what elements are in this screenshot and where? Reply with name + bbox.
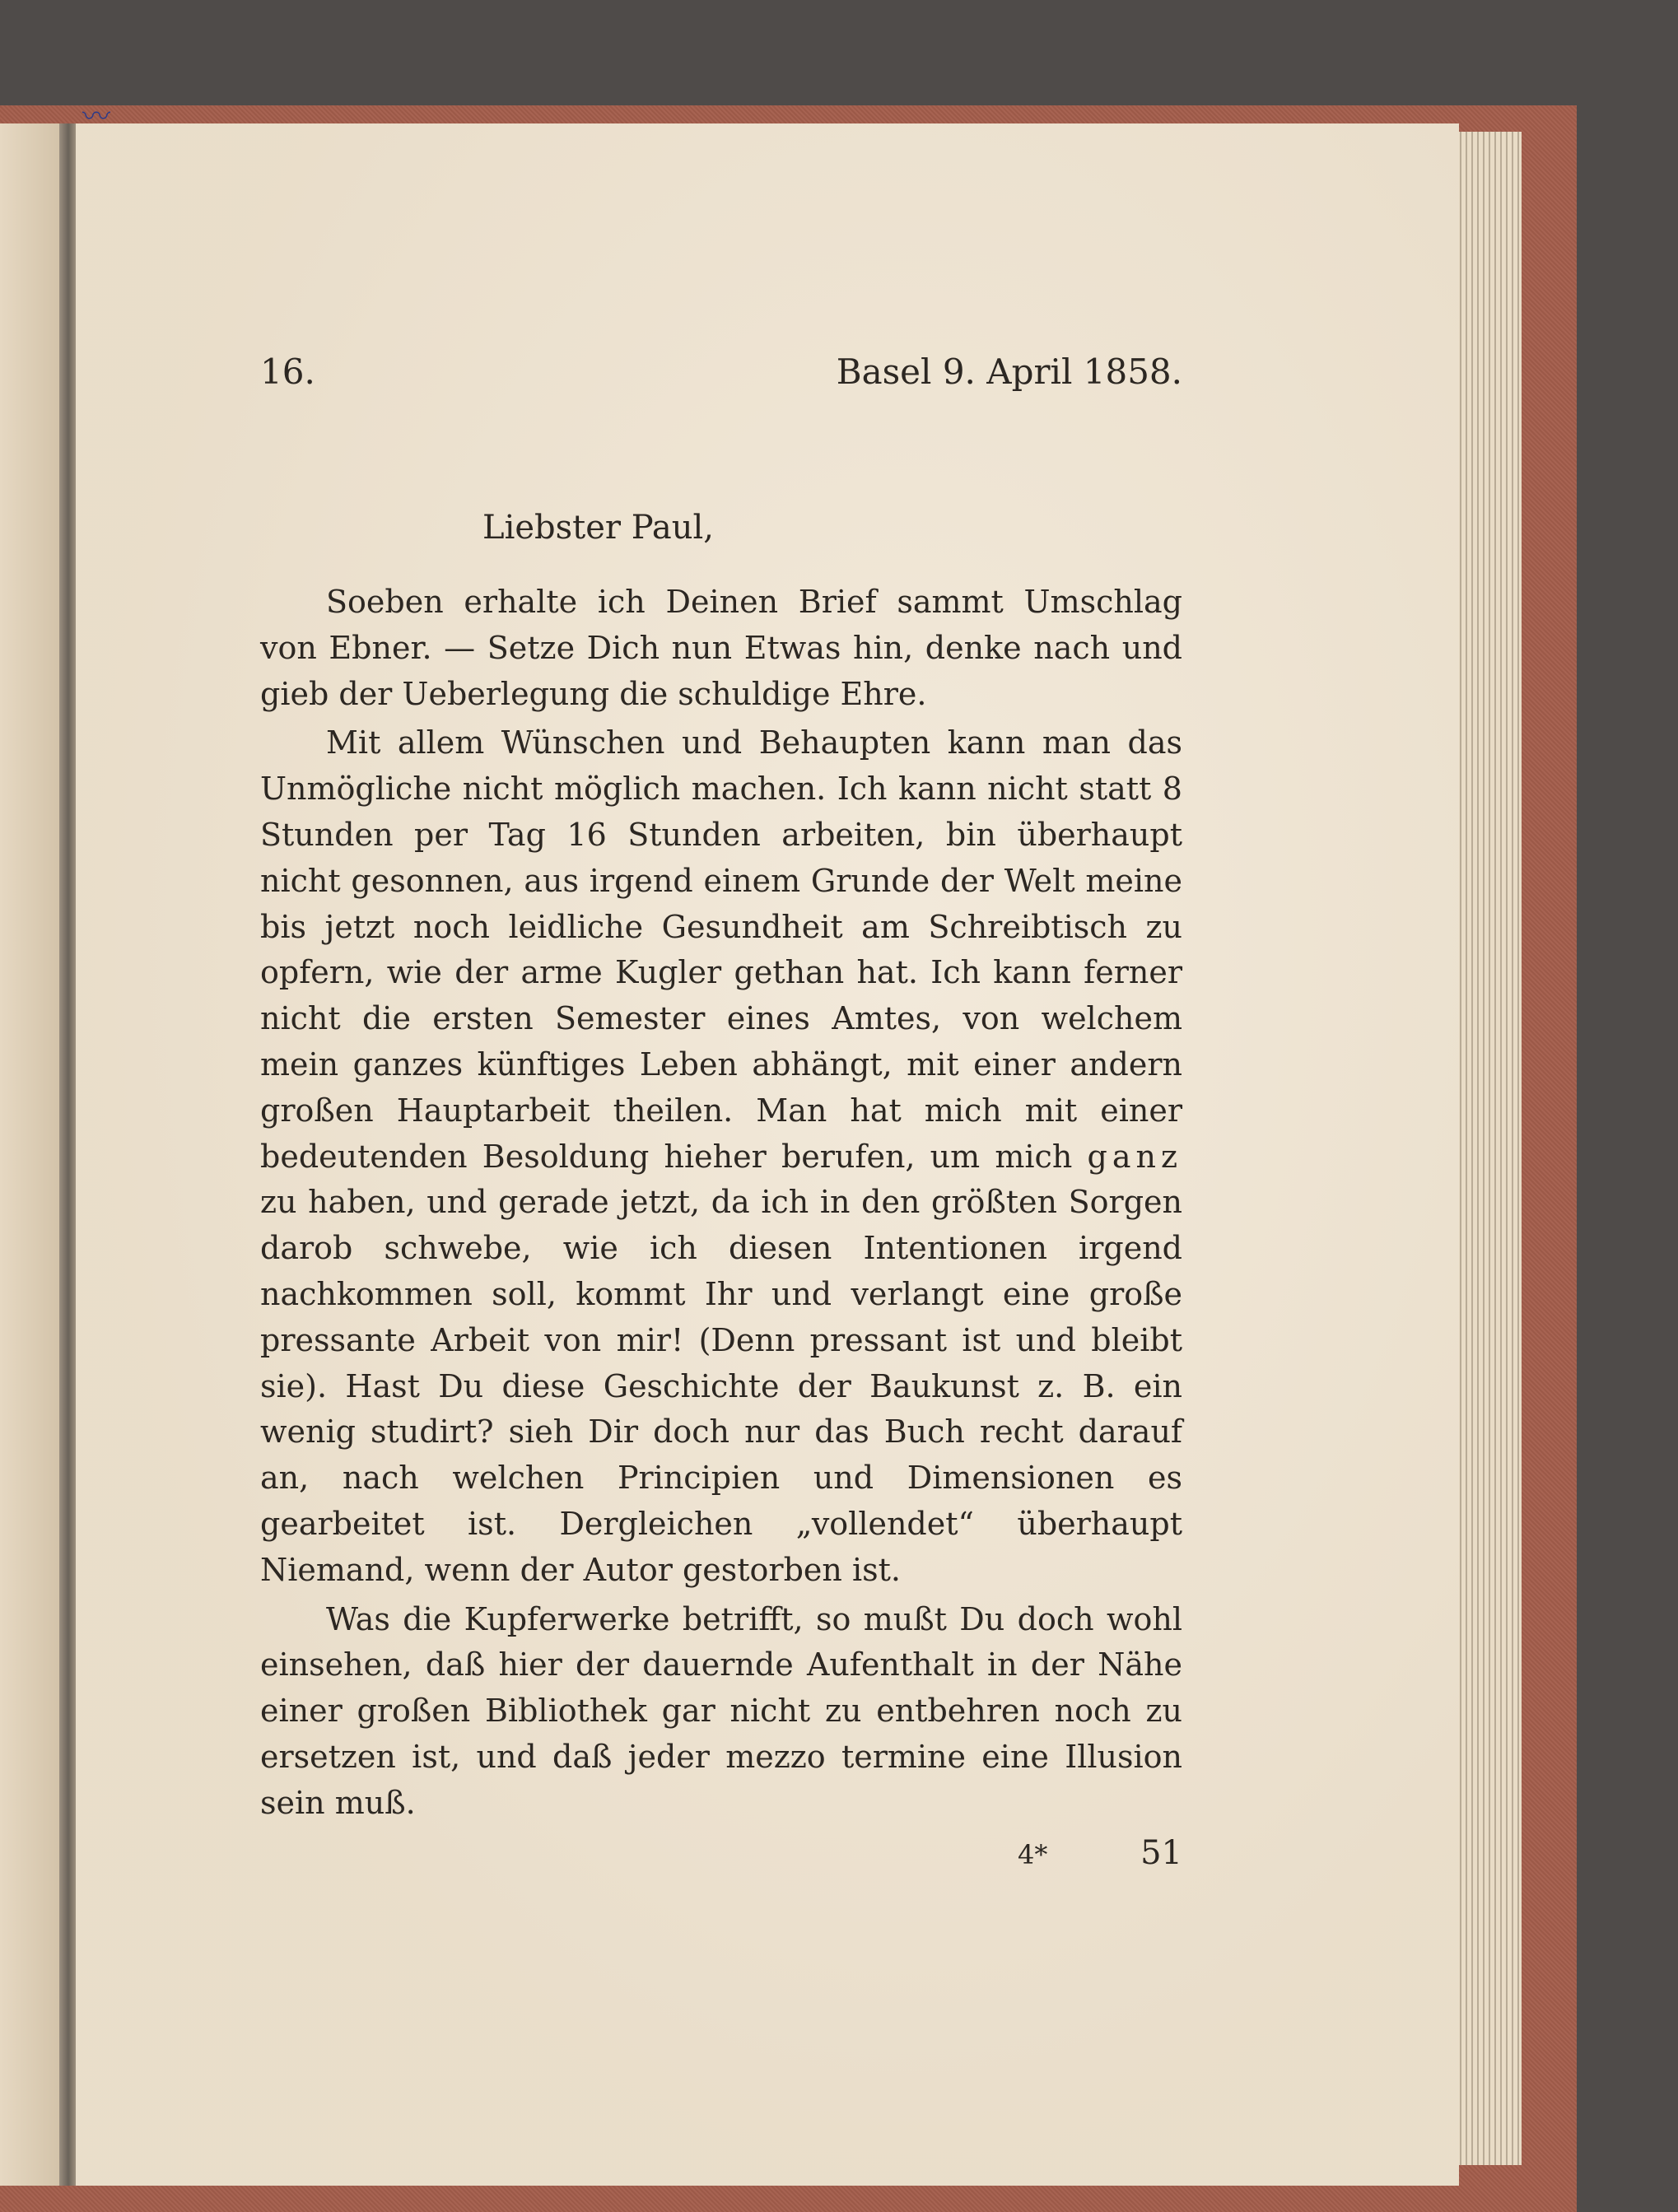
paragraph-text: Soeben erhalte ich Deinen Brief sammt Umschlag von Ebner. — Setze Dich nun Etwas hin, denke nach und gieb der Ueberlegung die schuldige Ehre.	[260, 584, 1182, 712]
page-number: 51	[1140, 1834, 1182, 1872]
book-gutter	[59, 123, 77, 2186]
emphasized-word: ganz	[1087, 1138, 1182, 1175]
left-page	[0, 123, 64, 2186]
paragraph	[260, 720, 1182, 1593]
letter-header	[260, 349, 1182, 407]
paragraph-text: Mit allem Wünschen und Behaupten kann man das Unmögliche nicht möglich machen. Ich kann nicht statt 8 Stunden per Tag 16 Stunden arbeiten, bin überhaupt nicht gesonnen, aus irgend einem Grunde der Welt meine bis jetzt noch leidliche Gesundheit am Schreibtisch zu opfern, wie der arme Kugler gethan hat. Ich kann ferner nicht die ersten Semester eines Amtes, von welchem mein ganzes künftiges Leben abhängt, mit einer andern großen Hauptarbeit theilen. Man hat mich mit einer bedeutenden Besoldung hieher berufen, um mich	[260, 724, 1182, 1175]
paragraph-text: zu haben, und gerade jetzt, da ich in den größten Sorgen darob schwebe, wie ich diesen Intentionen irgend nachkommen soll, kommt Ihr und verlangt eine große pressante Arbeit von mir! (Denn pressant ist und bleibt sie). Hast Du diese Geschichte der Baukunst z. B. ein wenig studirt? sieh Dir doch nur das Buch recht darauf an, nach welchen Principien und Dimensionen es gearbeitet ist. Dergleichen „vollendet“ überhaupt Niemand, wenn der Autor gestorben ist.	[260, 1184, 1182, 1588]
paragraph-text: Was die Kupferwerke betrifft, so mußt Du doch wohl einsehen, daß hier der dauernde Aufenthalt in der Nähe einer großen Bibliothek gar nicht zu entbehren noch zu ersetzen ist, und daß jeder mezzo termine eine Illusion sein muß.	[260, 1600, 1182, 1821]
salutation: Liebster Paul,	[482, 509, 714, 547]
page-footer	[1018, 1834, 1182, 1872]
letter-number: 16.	[260, 352, 315, 392]
paragraph	[260, 1597, 1182, 1827]
page-text	[260, 349, 1182, 1830]
place-date: Basel 9. April 1858.	[836, 352, 1182, 392]
bookmark-ribbon-icon: 〰	[82, 100, 110, 133]
paragraph	[260, 580, 1182, 717]
signature-mark: 4*	[1018, 1839, 1048, 1870]
